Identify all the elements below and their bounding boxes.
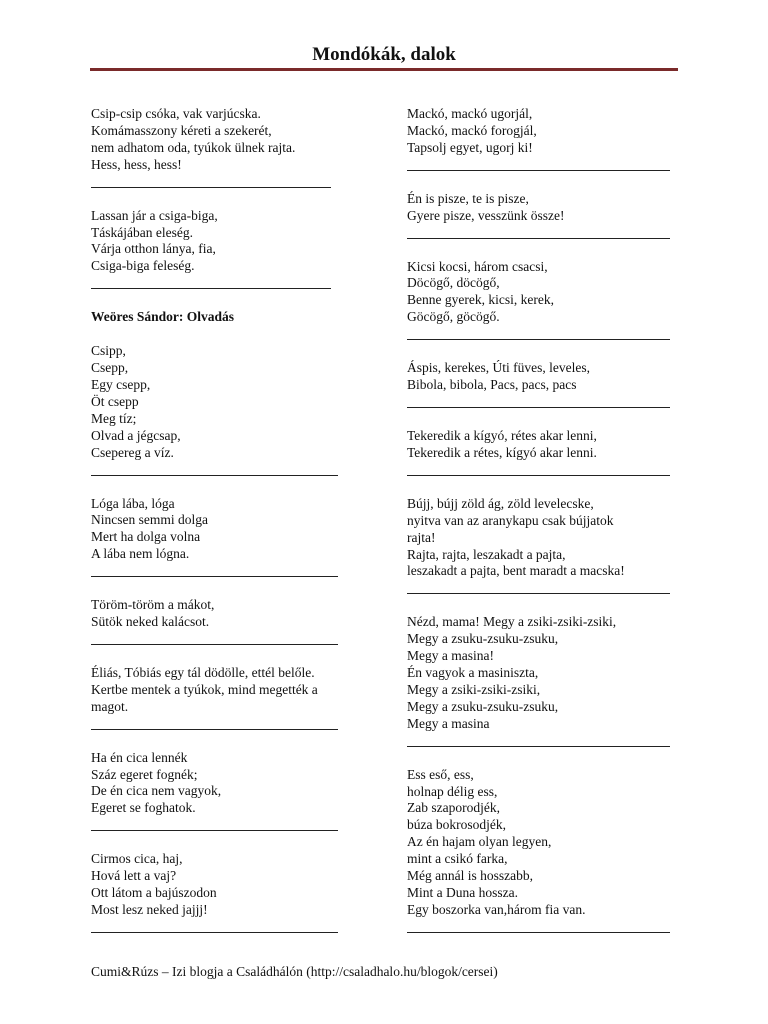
poem-separator bbox=[91, 275, 331, 292]
poem-line: Gyere pisze, vesszünk össze! bbox=[407, 207, 565, 223]
poem-line: Egy boszorka van,három fia van. bbox=[407, 901, 586, 917]
poem-line: Meg tíz; bbox=[91, 410, 137, 426]
poem-line: Megy a masina! bbox=[407, 648, 494, 664]
poem-line: Száz egeret fognék; bbox=[91, 766, 198, 782]
poem-separator bbox=[91, 817, 338, 834]
poem-line: Áspis, kerekes, Úti füves, leveles, bbox=[407, 360, 590, 376]
poem-line: Töröm-töröm a mákot, bbox=[91, 597, 215, 613]
poem-line: Tekeredik a kígyó, rétes akar lenni, bbox=[407, 427, 597, 443]
poem-separator bbox=[407, 157, 670, 174]
poem-line: Göcögő, göcögő. bbox=[407, 309, 500, 325]
poem-line: Egeret se foghatok. bbox=[91, 800, 196, 816]
poem-line: Csepp, bbox=[91, 360, 129, 376]
poem-block bbox=[91, 851, 381, 936]
poem-line: Sütök neked kalácsot. bbox=[91, 614, 210, 630]
poem-line: Csip-csip csóka, vak varjúcska. bbox=[91, 106, 261, 121]
poem-line: Egy csepp, bbox=[91, 376, 151, 392]
title-divider bbox=[90, 68, 678, 71]
poem-block bbox=[407, 614, 687, 749]
poem-line: Kertbe mentek a tyúkok, mind megették a bbox=[91, 681, 318, 697]
poem-line: Én vagyok a masiniszta, bbox=[407, 665, 539, 681]
poem-line: Cirmos cica, haj, bbox=[91, 851, 183, 867]
poem-separator bbox=[91, 563, 338, 580]
poem-line: Bibola, bibola, Pacs, pacs, pacs bbox=[407, 377, 577, 393]
poem-block bbox=[91, 309, 381, 478]
poem-block bbox=[407, 259, 687, 344]
poem-line: Olvad a jégcsap, bbox=[91, 427, 181, 443]
poem-line: Bújj, bújj zöld ág, zöld levelecske, bbox=[407, 495, 594, 511]
poem-separator bbox=[407, 580, 670, 597]
poem-line: Nézd, mama! Megy a zsiki-zsiki-zsiki, bbox=[407, 614, 617, 630]
poem-line: mint a csikó farka, bbox=[407, 851, 508, 867]
poem-line: Lóga lába, lóga bbox=[91, 495, 175, 511]
poem-line: Ess eső, ess, bbox=[407, 766, 474, 782]
poem-line: Csiga-biga feleség. bbox=[91, 258, 195, 274]
left-column bbox=[91, 106, 381, 953]
poem-line: Tekeredik a rétes, kígyó akar lenni. bbox=[407, 444, 597, 460]
poem-block bbox=[407, 106, 687, 174]
poem-line: Rajta, rajta, leszakadt a pajta, bbox=[407, 546, 566, 562]
poem-line: Megy a zsiki-zsiki-zsiki, bbox=[407, 681, 541, 697]
poem-line: Hová lett a vaj? bbox=[91, 868, 177, 884]
poem-line: Megy a zsuku-zsuku-zsuku, bbox=[407, 631, 559, 647]
poem-block bbox=[91, 106, 381, 191]
footer-credit: Cumi&Rúzs – Izi blogja a Családhálón (http://csaladhalo.hu/blogok/cersei) bbox=[91, 964, 498, 979]
poem-line: nem adhatom oda, tyúkok ülnek rajta. bbox=[91, 139, 296, 155]
poem-line: Mint a Duna hossza. bbox=[407, 885, 518, 900]
poem-line: Mackó, mackó forogjál, bbox=[407, 122, 537, 138]
poem-line: Várja otthon lánya, fia, bbox=[91, 241, 216, 257]
poem-line: Tapsolj egyet, ugorj ki! bbox=[407, 139, 533, 155]
poem-block bbox=[407, 767, 687, 936]
poem-line: rajta! bbox=[407, 529, 436, 545]
poem-separator bbox=[407, 394, 670, 411]
poem-block bbox=[91, 750, 381, 835]
poem-line: Megy a zsuku-zsuku-zsuku, bbox=[407, 698, 559, 714]
page-title: Mondókák, dalok bbox=[312, 44, 456, 65]
poem-line: Az én hajam olyan legyen, bbox=[407, 834, 552, 850]
poem-line: Lassan jár a csiga-biga, bbox=[91, 207, 218, 223]
poem-block bbox=[407, 191, 687, 242]
poem-line: Komámasszony kéreti a szekerét, bbox=[91, 122, 272, 138]
poem-line: A lába nem lógna. bbox=[91, 546, 190, 562]
poem-block bbox=[91, 496, 381, 581]
poem-separator bbox=[407, 462, 670, 479]
poem-line: Csipp, bbox=[91, 343, 126, 359]
poem-line: nyitva van az aranykapu csak bújjatok bbox=[407, 512, 614, 528]
poem-separator bbox=[407, 919, 670, 936]
poem-separator bbox=[91, 631, 338, 648]
poem-block bbox=[407, 360, 687, 411]
right-column bbox=[407, 106, 687, 953]
poem-line: Ha én cica lennék bbox=[91, 749, 188, 765]
poem-heading: Weöres Sándor: Olvadás bbox=[91, 309, 235, 325]
poem-separator bbox=[407, 733, 670, 750]
heading-spacer bbox=[91, 326, 381, 343]
poem-line: Éliás, Tóbiás egy tál dödölle, ettél belőle. bbox=[91, 664, 315, 680]
poem-line: Nincsen semmi dolga bbox=[91, 512, 208, 528]
poem-block bbox=[407, 496, 687, 598]
poem-line: Megy a masina bbox=[407, 715, 490, 731]
poem-block bbox=[407, 428, 687, 479]
poem-line: Benne gyerek, kicsi, kerek, bbox=[407, 292, 554, 308]
poem-line: Csepereg a víz. bbox=[91, 444, 174, 460]
poem-separator bbox=[91, 919, 338, 936]
poem-block bbox=[91, 665, 381, 733]
poem-line: Hess, hess, hess! bbox=[91, 156, 182, 172]
poem-line: Öt csepp bbox=[91, 393, 139, 409]
poem-line: búza bokrosodjék, bbox=[407, 817, 506, 833]
poem-block bbox=[91, 208, 381, 293]
poem-line: Mackó, mackó ugorjál, bbox=[407, 106, 533, 121]
poem-line: leszakadt a pajta, bent maradt a macska! bbox=[407, 563, 625, 579]
poem-line: Táskájában eleség. bbox=[91, 224, 193, 240]
poem-line: magot. bbox=[91, 698, 129, 714]
poem-separator bbox=[91, 462, 338, 479]
poem-separator bbox=[407, 225, 670, 242]
poem-block bbox=[91, 597, 381, 648]
poem-line: Zab szaporodjék, bbox=[407, 800, 500, 816]
poem-line: Mert ha dolga volna bbox=[91, 529, 201, 545]
poem-line: Ott látom a bajúszodon bbox=[91, 885, 217, 901]
poem-line: Most lesz neked jajjj! bbox=[91, 902, 208, 917]
poem-line: Kicsi kocsi, három csacsi, bbox=[407, 258, 548, 274]
poem-separator bbox=[91, 716, 338, 733]
poem-line: holnap délig ess, bbox=[407, 783, 498, 799]
poem-line: Még annál is hosszabb, bbox=[407, 868, 533, 884]
poem-separator bbox=[91, 174, 331, 191]
poem-separator bbox=[407, 326, 670, 343]
poem-line: De én cica nem vagyok, bbox=[91, 783, 222, 799]
poem-line: Döcögő, döcögő, bbox=[407, 275, 500, 291]
poem-line: Én is pisze, te is pisze, bbox=[407, 190, 529, 206]
